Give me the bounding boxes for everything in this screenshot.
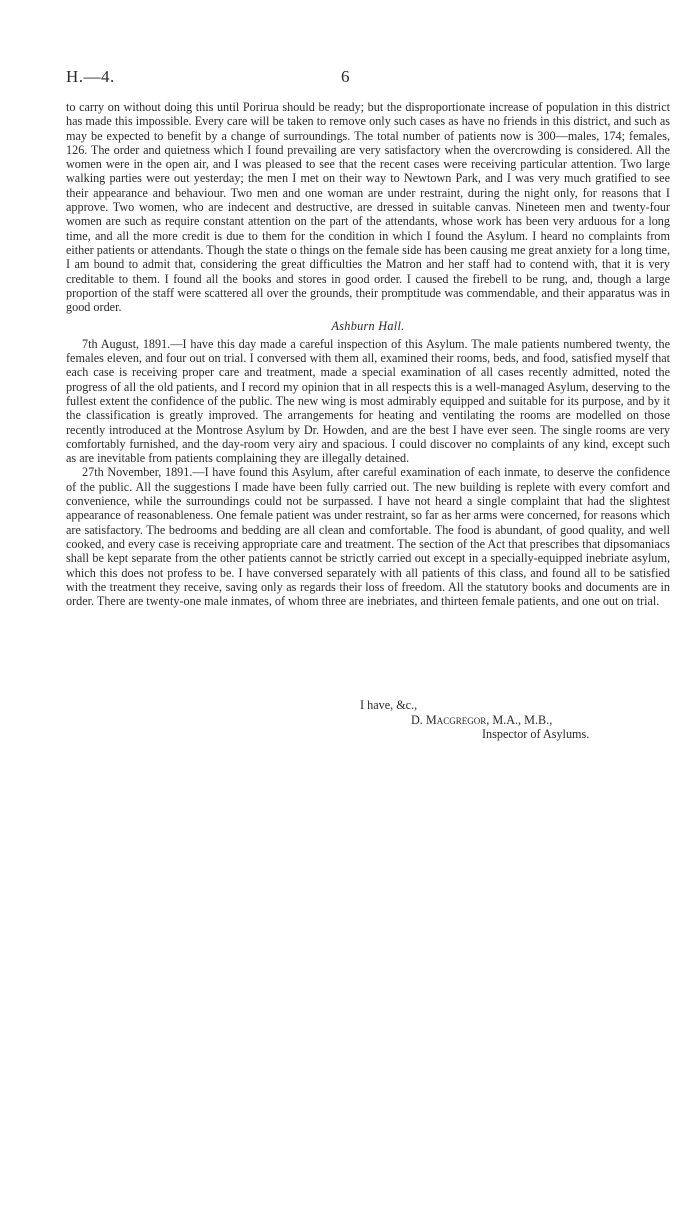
signature: D. Macgregor, M.A., M.B.,	[411, 712, 553, 727]
report-body	[66, 100, 670, 608]
paragraph-november-inspection: 27th November, 1891.—I have found this Asylum, after careful examination of each inmate, to deserve the confidence of the public. All the suggestions I made have been fully carried out. The new building is replete with every comfort and convenience, while the surroundings could not be surpassed. I have not heard a single complaint that had the slightest appearance of reasonableness. One female patient was under restraint, so far as her arms were concerned, for reasons which are satisfactory. The bedrooms and bedding are all clean and comfortable. The food is abundant, of good quality, and well cooked, and every case is receiving appropriate care and treatment. The section of the Act that prescribes that dipsomaniacs shall be kept separate from the other patients cannot be strictly carried out except in a specially-equipped inebriate asylum, which this does not profess to be. I have conversed separately with all patients of this class, and found all to be satisfied with the treatment they receive, saving only as regards their loss of freedom. All the statutory books and documents are in order. There are twenty-one male inmates, of whom three are inebriates, and thirteen female patients, and one out on trial.	[66, 465, 670, 609]
page-header	[66, 67, 670, 89]
section-title: Ashburn Hall.	[331, 319, 405, 334]
salutation: I have, &c.,	[360, 698, 418, 712]
signatory-title: Inspector of Asylums.	[482, 727, 590, 742]
page-number: 6	[341, 67, 350, 86]
paragraph-august-inspection: 7th August, 1891.—I have this day made a careful inspection of this Asylum. The male patients numbered twenty, the females eleven, and four out on trial. I conversed with them all, examined their rooms, beds, and food, satisfied myself that each case is receiving proper care and treatment, made a special examination of all cases recently admitted, noted the progress of all the old patients, and I record my opinion that in all respects this is a well-managed Asylum, deserving to the fullest extent the confidence of the public. The new wing is most admirably equipped and suitable for its purpose, and by it the classification is greatly improved. The arrangements for heating and ventilating the rooms are modelled on those recently introduced at the Montrose Asylum by Dr. Howden, and are the best I have ever seen. The single rooms are very comfortably furnished, and the day-room very airy and spacious. I could discover no complaints of any kind, except such as are inevitable from patients complaining they are illegally detained.	[66, 336, 670, 466]
letter-closing	[66, 698, 670, 742]
paragraph-continued: to carry on without doing this until Porirua should be ready; but the disproportionate increase of population in this district has made this impossible. Every care will be taken to remove only such cases as have no friends in this district, and such as may be expected to benefit by a change of surroundings. The total number of patients now is 300—males, 174; females, 126. The order and quietness which I found prevailing are very satisfactory when the overcrowding is considered. All the women were in the open air, and I was pleased to see that the recent cases were receiving particular attention. Two large walking parties were out yesterday; the men I met on their way to Newtown Park, and I was very much gratified to see their appearance and behaviour. Two men and one woman are under restraint, during the night only, for reasons that I approve. Two women, who are indecent and destructive, are dressed in suitable canvas. Nineteen men and twenty-four women are such as require constant attention on the part of the attendants, whose work has been very arduous for a long time, and all the more credit is due to them for the condition in which I found the Asylum. I heard no complaints from either patients or attendants. Though the state o things on the female side has been causing me great anxiety for a long time, I am bound to admit that, considering the great difficulties the Matron and her staff had to contend with, that it is very creditable to them. I found all the books and stores in good order. I caused the firebell to be rung, and, though a large proportion of the staff were scattered all over the grounds, their promptitude was commendable, and their apparatus was in good order.	[66, 100, 670, 315]
document-reference: H.—4.	[66, 67, 115, 86]
